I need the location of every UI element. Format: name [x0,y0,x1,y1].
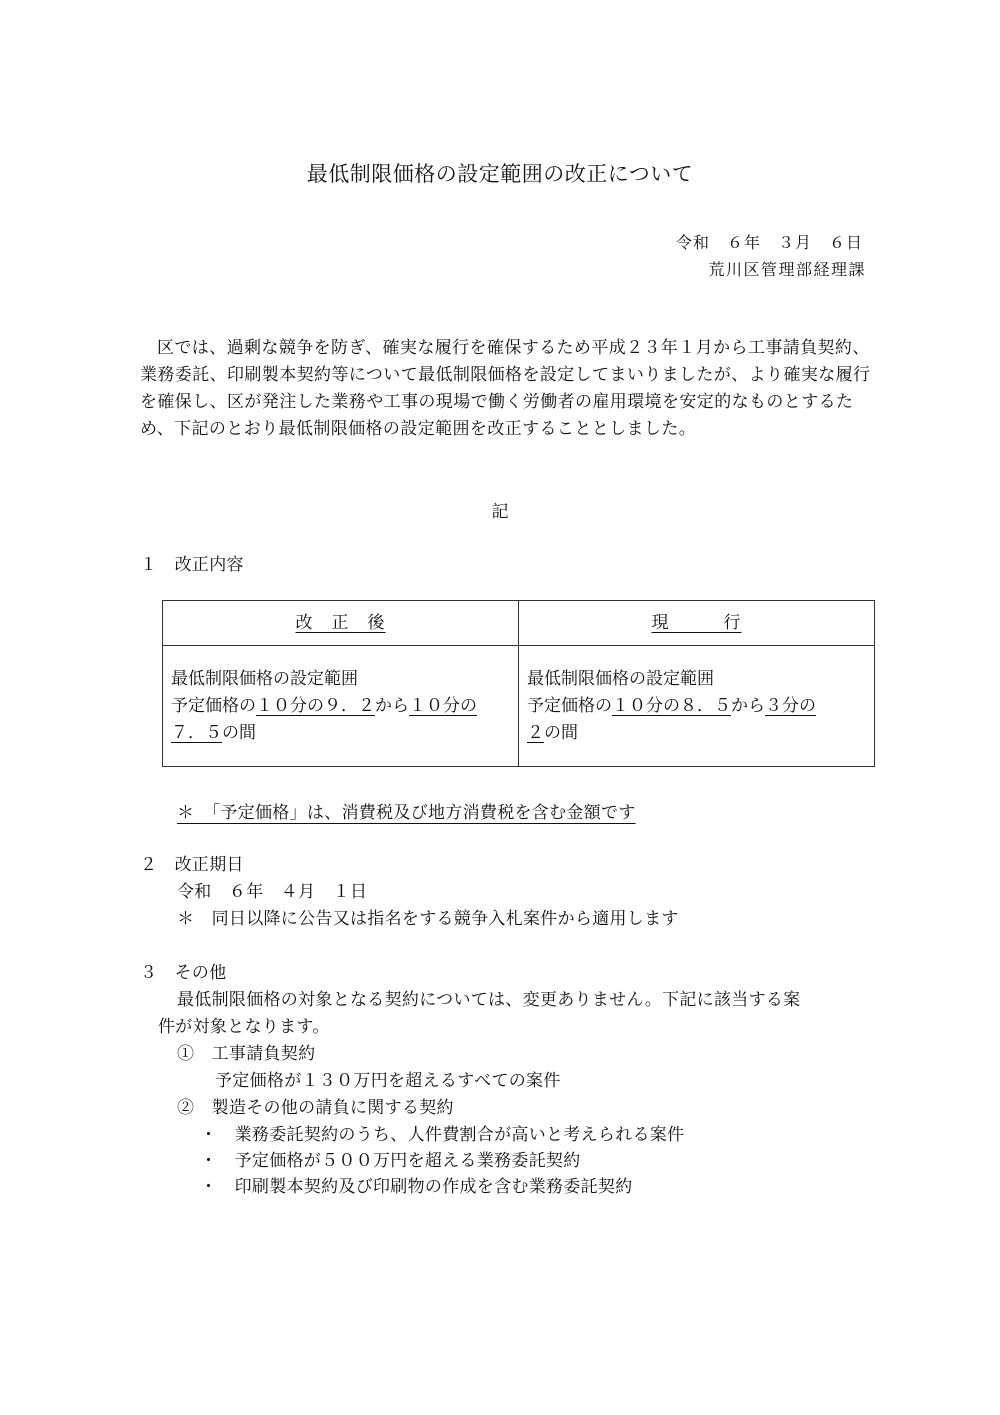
section3-heading: ３ その他 [140,963,227,983]
bullet-item: ・ 印刷製本契約及び印刷物の作成を含む業務委託契約 [200,1177,633,1197]
section1-heading: １ 改正内容 [140,555,244,575]
item1-description: 予定価格が１３０万円を超えるすべての案件 [215,1071,561,1091]
ki-heading: 記 [491,502,509,522]
effective-note: ＊ 同日以降に公告又は指名をする競争入札案件から適用します [177,909,679,929]
bullet-item: ・ 業務委託契約のうち、人件費割合が高いと考えられる案件 [200,1125,685,1145]
cell-current-range: 最低制限価格の設定範囲 予定価格の１０分の８．５から３分の ２の間 [519,646,875,767]
item1-title: ① 工事請負契約 [177,1044,316,1064]
cell-new-range: 最低制限価格の設定範囲 予定価格の１０分の９．２から１０分の ７．５の間 [163,646,519,767]
issue-date: 令和 ６年 ３月 ６日 [675,233,863,252]
column-header-new: 改 正 後 [163,601,519,646]
section3-text-line2: 件が対象となります。 [158,1017,330,1037]
issuing-office: 荒川区管理部経理課 [708,260,866,279]
column-header-current: 現 行 [519,601,875,646]
item2-title: ② 製造その他の請負に関する契約 [177,1098,454,1118]
bullet-item: ・ 予定価格が５００万円を超える業務委託契約 [200,1151,581,1171]
revision-table [162,600,875,767]
intro-paragraph: 区では、過剰な競争を防ぎ、確実な履行を確保するため平成２３年１月から工事請負契約、業務委託、印刷製本契約等について最低制限価格を設定してまいりましたが、より確実な履行を確保し、区が発注した業務や工事の現場で働く労働者の雇用環境を安定的なものとするため、下記のとおり最低制限価格の設定範囲を改正することとしました。 [140,338,871,439]
section3-text-line1: 最低制限価格の対象となる契約については、変更ありません。下記に該当する案 [177,990,801,1010]
document-title: 最低制限価格の設定範囲の改正について [306,162,694,186]
price-note: ＊ 「予定価格」は、消費税及び地方消費税を含む金額です [177,803,636,823]
section2-heading: ２ 改正期日 [140,855,244,875]
effective-date: 令和 ６年 ４月 １日 [177,882,368,902]
